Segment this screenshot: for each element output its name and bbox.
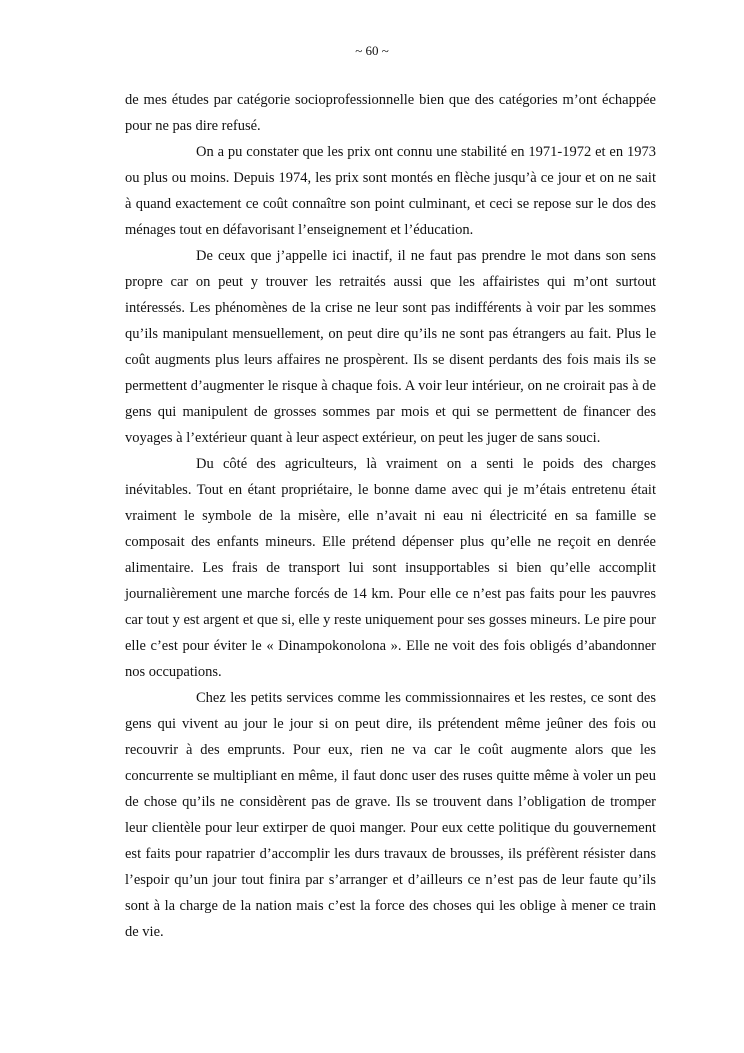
paragraph-farmers: Du côté des agriculteurs, là vraiment on a senti le poids des charges inévitables. Tout en étant propriétaire, le bonne dame avec qui je m’étais entretenu était vraiment le symbole de la misère, elle n’avait ni eau ni électricité en sa famille se composait des enfants mineurs. Elle prétend dépenser plus qu’elle ne reçoit en denrée alimentaire. Les frais de transport lui sont insupportables si bien qu’elle accomplit journalièrement une marche forcés de 14 km. Pour elle ce n’est pas faits pour les pauvres car tout y est argent et que si, elle y reste uniquement pour ses gosses mineurs. Le pire pour elle c’est pour éviter le « Dinampokonolona ». Elle ne voit des fois obligés d’abandonner nos occupations.	[125, 456, 656, 680]
paragraph-inactive: De ceux que j’appelle ici inactif, il ne faut pas prendre le mot dans son sens propre car on peut y trouver les retraités aussi que les affairistes qui m’ont surtout intéressés. Les phénomènes de la crise ne leur sont pas indifférents à voir par les sommes qu’ils manipulant mensuellement, on peut dire qu’ils ne sont pas étrangers au fait. Plus le coût augments plus leurs affaires ne prospèrent. Ils se disent perdants des fois mais ils se permettent d’augmenter le risque à chaque fois. A voir leur intérieur, on ne croirait pas à de gens qui manipulent de grosses sommes par mois et qui se permettent de financer des voyages à l’extérieur quant à leur aspect extérieur, on peut les juger de sans souci.	[125, 248, 656, 446]
paragraph-continuation: de mes études par catégorie socioprofessionnelle bien que des catégories m’ont échappée pour ne pas dire refusé.	[125, 92, 656, 134]
paragraph-small-services: Chez les petits services comme les commissionnaires et les restes, ce sont des gens qui vivent au jour le jour si on peut dire, ils prétendent même jeûner des fois ou recouvrir à des emprunts. Pour eux, rien ne va car le coût augmente alors que les concurrente se multipliant en même, il faut donc user des ruses quitte même à voler un peu de chose qu’ils ne considèrent pas de grave. Ils se trouvent dans l’obligation de tromper leur clientèle pour leur extirper de quoi manger. Pour eux cette politique du gouvernement est faits pour rapatrier d’accomplir les durs travaux de brousses, ils préfèrent résister dans l’espoir qu’un jour tout finira par s’arranger et d’ailleurs ce n’est pas de leur faute qu’ils sont à la charge de la nation mais c’est la force des choses qui les oblige à mener ce train de vie.	[125, 690, 656, 940]
body-text	[125, 87, 656, 945]
page-number: ~ 60 ~	[355, 43, 389, 58]
paragraph-price-stability: On a pu constater que les prix ont connu une stabilité en 1971-1972 et en 1973 ou plus ou moins. Depuis 1974, les prix sont montés en flèche jusqu’à ce jour et on ne sait à quand exactement ce coût connaître son point culminant, et ceci se repose sur le dos des ménages tout en défavorisant l’enseignement et l’éducation.	[125, 144, 656, 238]
